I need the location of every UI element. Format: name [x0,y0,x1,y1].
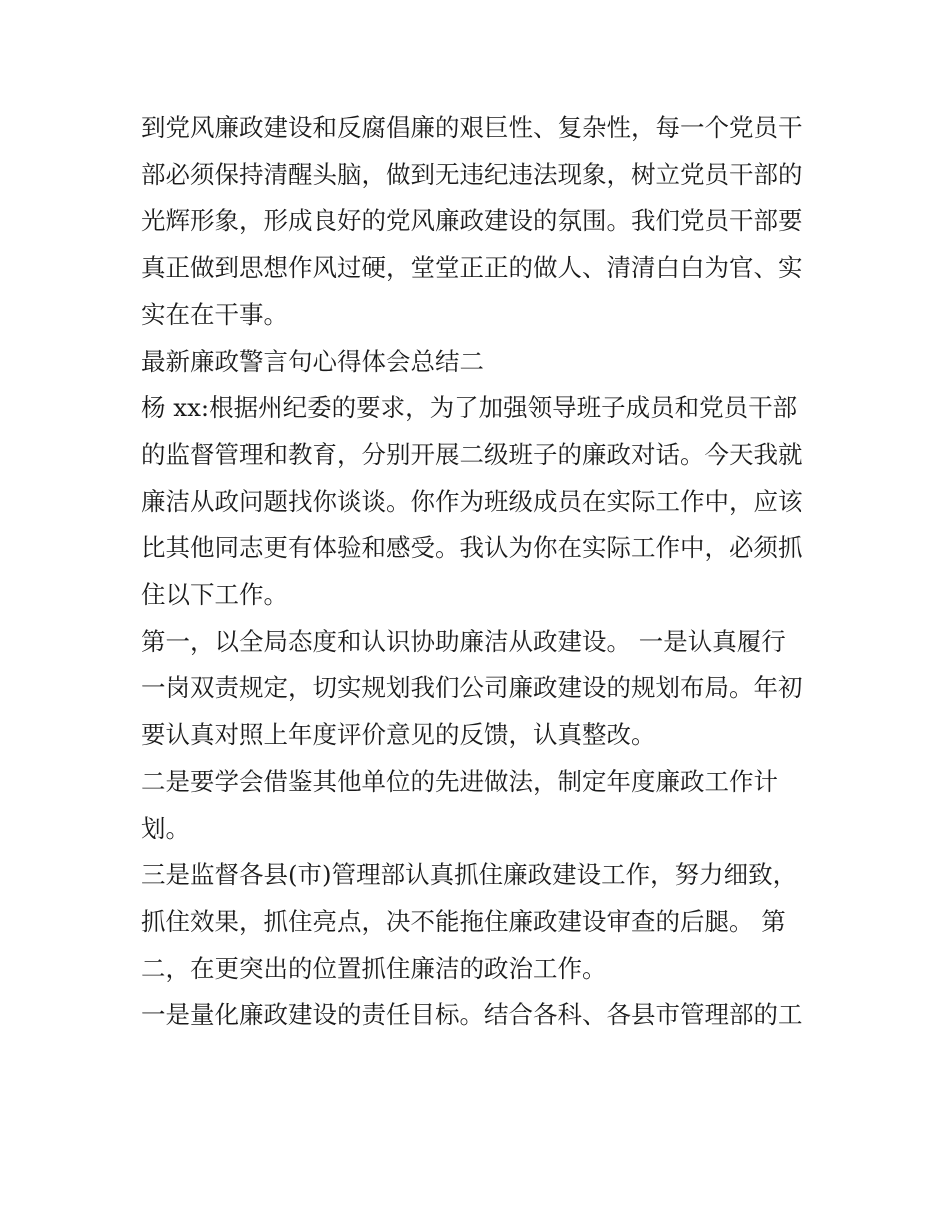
text-line: 廉洁从政问题找你谈谈。你作为班级成员在实际工作中，应该 [141,486,803,516]
text-line: 到党风廉政建设和反腐倡廉的艰巨性、复杂性，每一个党员干 [141,113,803,142]
text-line: 三是监督各县(市)管理部认真抓住廉政建设工作，努力细致， [141,860,798,890]
text-line: 划。 [141,813,190,843]
text-line: 住以下工作。 [141,580,288,610]
text-line: 光辉形象，形成良好的党风廉政建设的氛围。我们党员干部要 [141,206,803,236]
text-line: 杨 xx:根据州纪委的要求，为了加强领导班子成员和党员干部 [141,393,798,423]
text-line: 部必须保持清醒头脑，做到无违纪违法现象，树立党员干部的 [141,159,803,189]
text-line: 比其他同志更有体验和感受。我认为你在实际工作中，必须抓 [141,533,803,563]
text-line: 要认真对照上年度评价意见的反馈，认真整改。 [141,720,656,750]
text-line: 真正做到思想作风过硬，堂堂正正的做人、清清白白为官、实 [141,253,803,283]
section-heading: 最新廉政警言句心得体会总结二 [141,346,484,376]
text-line: 一岗双责规定，切实规划我们公司廉政建设的规划布局。年初 [141,673,803,703]
text-line: 一是量化廉政建设的责任目标。结合各科、各县市管理部的工 [141,1000,803,1030]
document-body [141,105,816,1039]
text-line: 实在在干事。 [141,299,288,329]
text-line: 的监督管理和教育，分别开展二级班子的廉政对话。今天我就 [141,439,803,469]
text-line: 二是要学会借鉴其他单位的先进做法，制定年度廉政工作计 [141,766,778,796]
text-line: 第一，以全局态度和认识协助廉洁从政建设。 一是认真履行 [141,626,786,656]
text-line: 二，在更突出的位置抓住廉洁的政治工作。 [141,953,607,983]
text-line: 抓住效果，抓住亮点，决不能拖住廉政建设审查的后腿。 第 [141,906,786,936]
